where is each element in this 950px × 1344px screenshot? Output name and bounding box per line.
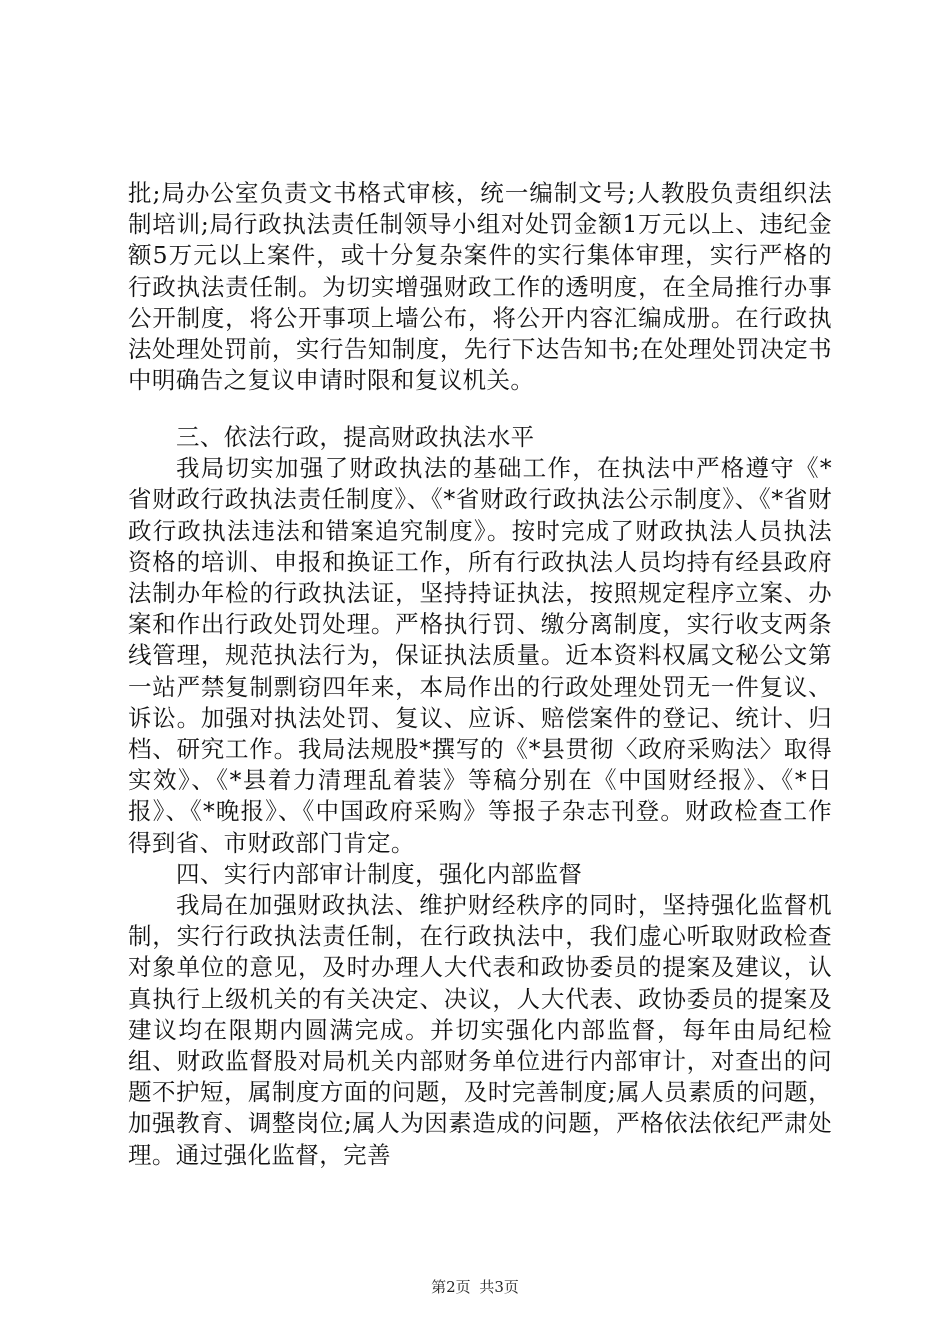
section-4-heading: 四、实行内部审计制度，强化内部监督 — [176, 859, 583, 888]
section-3-body: 我局切实加强了财政执法的基础工作，在执法中严格遵守《*省财政行政执法责任制度》、《*省财政行政执法公示制度》、《*省财政行政执法违法和错案追究制度》。按时完成了财政执法人员执法资格的培训、申报和换证工作，所有行政执法人员均持有经县政府法制办年检的行政执法证，坚持持证执法，按照规定程序立案、办案和作出行政处罚处理。严格执行罚、缴分离制度，实行收支两条线管理，规范执法行为，保证执法质量。近本资料权属文秘公文第一站严禁复制剽窃四年来，本局作出的行政处理处罚无一件复议、诉讼。加强对执法处罚、复议、应诉、赔偿案件的登记、统计、归档、研究工作。我局法规股*撰写的《*县贯彻〈政府采购法〉取得实效》、《*县着力清理乱着装》等稿分别在《中国财经报》、《*日报》、《*晚报》、《中国政府采购》等报子杂志刊登。财政检查工作得到省、市财政部门肯定。 — [128, 454, 832, 857]
section-3-heading: 三、依法行政，提高财政执法水平 — [176, 423, 535, 451]
main-text-block — [128, 422, 832, 1171]
page-number: 第2页 — [431, 1278, 471, 1296]
section-4-body: 我局在加强财政执法、维护财经秩序的同时，坚持强化监督机制，实行行政执法责任制，在行政执法中，我们虚心听取财政检查对象单位的意见，及时办理人大代表和政协委员的提案及建议，认真执行上级机关的有关决定、决议，人大代表、政协委员的提案及建议均在限期内圆满完成。并切实强化内部监督，每年由局纪检组、财政监督股对局机关内部财务单位进行内部审计，对查出的问题不护短，属制度方面的问题，及时完善制度;属人员素质的问题，加强教育、调整岗位;属人为因素造成的问题，严格依法依纪严肃处理。通过强化监督，完善 — [128, 891, 832, 1169]
continued-paragraph: 批;局办公室负责文书格式审核，统一编制文号;人教股负责组织法制培训;局行政执法责任制领导小组对处罚金额1万元以上、违纪金额5万元以上案件，或十分复杂案件的实行集体审理，实行严格的行政执法责任制。为切实增强财政工作的透明度，在全局推行办事公开制度，将公开事项上墙公布，将公开内容汇编成册。在行政执法处理处罚前，实行告知制度，先行下达告知书;在处理处罚决定书中明确告之复议申请时限和复议机关。 — [128, 179, 832, 395]
continued-paragraph-block — [128, 178, 832, 396]
page-footer — [0, 1276, 950, 1297]
page-total: 共3页 — [479, 1278, 519, 1296]
